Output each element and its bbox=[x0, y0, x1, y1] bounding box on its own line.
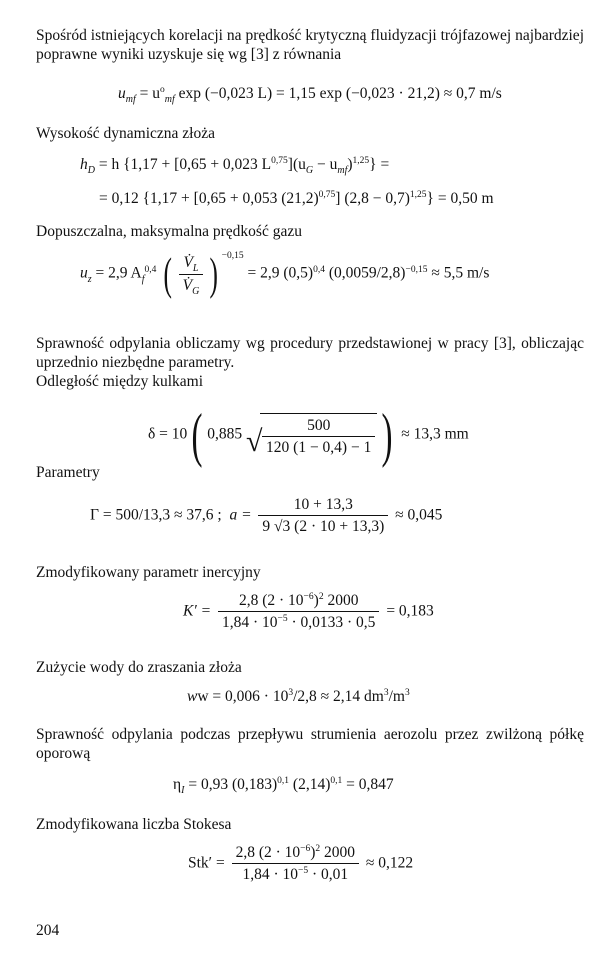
eq5-fraction bbox=[258, 495, 388, 537]
eq3-rhs-c: ≈ 5,5 m/s bbox=[427, 264, 490, 282]
paragraph-dedusting-efficiency: Sprawność odpylania podczas przepływu strumienia aerozolu przez zwilżoną półkę oporową bbox=[36, 726, 584, 763]
eq3-den-sub: G bbox=[192, 285, 200, 297]
paragraph-water-consumption: Zużycie wody do zraszania złoża bbox=[36, 659, 242, 676]
eq4-sqrt bbox=[246, 413, 377, 458]
eq6-den-a: 1,84 · 10 bbox=[221, 614, 278, 632]
eq4-lhs: δ = 10 bbox=[148, 425, 188, 443]
eq9-den-b: · 0,01 bbox=[308, 866, 349, 884]
paragraph-parameters: Parametry bbox=[36, 464, 100, 481]
eq4-num: 500 bbox=[262, 416, 375, 437]
paragraph-intro: Spośród istniejących korelacji na prędkość krytyczną fluidyzacji trójfazowej najbardziej poprawne wyniki uzyskuje się wg [3] z równania bbox=[36, 27, 584, 64]
eq9-den-sup: −5 bbox=[298, 866, 309, 877]
eq6-lhs: K′ = bbox=[183, 602, 212, 620]
eq2a-lhs-sub: D bbox=[87, 165, 95, 176]
eq8-c: = 0,847 bbox=[342, 776, 394, 793]
equation-stokes-number bbox=[188, 843, 413, 885]
equation-water-consumption: ww = $0,006 \cdot 10^3/2,8 \approx 2,14$ $dm^3/m^3$ bbox=[187, 688, 410, 705]
eq3-lhs: u bbox=[80, 264, 88, 282]
eq8-b: (2,14) bbox=[289, 776, 331, 793]
eq2a-body-d: ) bbox=[347, 156, 353, 173]
equation-critical-velocity bbox=[118, 84, 502, 103]
eq9-fraction bbox=[232, 843, 359, 885]
eq3-rhs-sup2: −0,15 bbox=[405, 264, 428, 275]
eq8-lhs-sub: I bbox=[181, 785, 185, 796]
eq7-sup3: 3 bbox=[404, 688, 410, 698]
eq8-lhs: η bbox=[173, 776, 182, 793]
equation-dedusting-efficiency bbox=[173, 775, 394, 794]
eq4-rhs: ≈ 13,3 mm bbox=[397, 425, 469, 443]
eq5-a-lhs: a = bbox=[229, 506, 252, 524]
eq5-den: 9 √3 (2 · 10 + 13,3) bbox=[262, 518, 385, 536]
eq9-num-b: ) bbox=[310, 844, 316, 861]
equation-bed-height bbox=[80, 155, 389, 174]
eq2a-body-a: = h {1,17 + [0,65 + 0,023 L bbox=[94, 156, 272, 173]
eq3-coef-sub: f bbox=[141, 273, 145, 285]
eq5-left: Γ = 500/13,3 ≈ 37,6 ; bbox=[90, 506, 222, 524]
eq9-num-c: 2000 bbox=[320, 844, 356, 861]
eq1-mid-sub: mf bbox=[164, 94, 175, 105]
eq2a-body-e: } = bbox=[369, 156, 390, 173]
eq2a-sub-mf: mf bbox=[337, 165, 348, 176]
eq2a-sup2: 1,25 bbox=[352, 156, 370, 166]
eq3-left-paren: ( bbox=[163, 248, 173, 299]
eq6-num-a: 2,8 (2 · 10 bbox=[238, 592, 304, 609]
eq9-den-a: 1,84 · 10 bbox=[242, 866, 298, 884]
eq6-den-sup: −5 bbox=[277, 614, 288, 625]
eq6-fraction bbox=[218, 591, 379, 633]
eq3-right-paren: ) bbox=[209, 248, 219, 299]
eq2a-body-b: ](u bbox=[287, 156, 306, 173]
eq6-num-sup2: 2 bbox=[318, 592, 324, 602]
eq4-left-paren: ( bbox=[191, 402, 203, 468]
eq7-sup2: 3 bbox=[383, 688, 389, 698]
eq3-coef-sup: 0,4 bbox=[144, 264, 157, 275]
eq1-mid-a: = u bbox=[135, 85, 160, 102]
eq6-num-c: 2000 bbox=[323, 592, 359, 609]
eq2b-body-b: ] (2,8 − 0,7) bbox=[335, 190, 410, 207]
paragraph-efficiency-procedure: Sprawność odpylania obliczamy wg procedury przedstawionej w pracy [3], obliczając uprzednio niezbędne parametry. bbox=[36, 335, 584, 372]
equation-bed-height-result bbox=[99, 189, 494, 208]
eq6-rhs: = 0,183 bbox=[382, 602, 434, 620]
eq2b-sup2: 1,25 bbox=[409, 190, 427, 200]
eq3-num-sub: L bbox=[192, 263, 199, 275]
eq8-sup1: 0,1 bbox=[277, 776, 290, 786]
eq2b-body-c: } = 0,50 m bbox=[426, 190, 494, 207]
eq3-lhs-sub: z bbox=[87, 273, 92, 285]
eq5-rhs: ≈ 0,045 bbox=[391, 506, 443, 524]
eq6-num-b: ) bbox=[313, 592, 319, 609]
eq6-den-b: · 0,0133 · 0,5 bbox=[287, 614, 376, 632]
eq3-num: V̇ bbox=[183, 254, 193, 272]
eq3-den: V̇ bbox=[182, 276, 193, 294]
eq8-a: = 0,93 (0,183) bbox=[184, 776, 278, 793]
eq3-rhs-b: (0,0059/2,8) bbox=[324, 264, 406, 282]
eq4-right-paren: ) bbox=[381, 402, 393, 468]
eq1-mid-b: exp (−0,023 L) = 1,15 exp (−0,023 · 21,2) ≈ 0,7 m/s bbox=[174, 85, 502, 102]
eq7-b: /2,8 ≈ 2,14 dm bbox=[293, 688, 384, 705]
eq9-num-sup2: 2 bbox=[315, 844, 321, 854]
eq2a-sup1: 0,75 bbox=[271, 156, 288, 166]
eq4-radical: √ bbox=[246, 425, 263, 459]
paragraph-stokes-number: Zmodyfikowana liczba Stokesa bbox=[36, 816, 232, 833]
paragraph-bed-height: Wysokość dynamiczna złoża bbox=[36, 125, 215, 142]
equation-parameters bbox=[90, 495, 442, 537]
page-number: 204 bbox=[36, 922, 60, 939]
eq2a-body-c: − u bbox=[313, 156, 338, 173]
eq8-sup2: 0,1 bbox=[330, 776, 343, 786]
paragraph-max-gas-velocity: Dopuszczalna, maksymalna prędkość gazu bbox=[36, 223, 302, 240]
eq7-c: /m bbox=[388, 688, 405, 705]
equation-inertial-parameter bbox=[183, 591, 434, 633]
eq5-num: 10 + 13,3 bbox=[258, 495, 388, 516]
eq2a-lhs: h bbox=[80, 156, 88, 173]
eq3-rhs-sup1: 0,4 bbox=[313, 264, 325, 275]
eq3-coef: = 2,9 A bbox=[91, 264, 142, 282]
equation-ball-distance bbox=[148, 402, 469, 468]
eq3-rhs-a: = 2,9 (0,5) bbox=[243, 264, 314, 282]
eq4-den: 120 (1 − 0,4) − 1 bbox=[266, 439, 372, 456]
eq9-num-a: 2,8 (2 · 10 bbox=[235, 844, 301, 861]
paragraph-inertial-parameter: Zmodyfikowany parametr inercyjny bbox=[36, 564, 261, 581]
eq1-lhs-sub: mf bbox=[125, 94, 136, 105]
eq9-num-sup1: −6 bbox=[300, 844, 311, 854]
eq9-rhs: ≈ 0,122 bbox=[362, 854, 414, 872]
eq4-inner: 0,885 bbox=[207, 425, 243, 443]
eq2b-sup1: 0,75 bbox=[318, 190, 336, 200]
eq6-num-sup1: −6 bbox=[303, 592, 314, 602]
equation-max-gas-velocity bbox=[80, 248, 490, 299]
eq7-a: w = 0,006 · 10 bbox=[197, 688, 289, 705]
eq1-lhs: u bbox=[118, 85, 126, 102]
eq2b-body-a: = 0,12 {1,17 + [0,65 + 0,053 (21,2) bbox=[99, 190, 319, 207]
paragraph-ball-distance: Odległość między kulkami bbox=[36, 373, 204, 390]
eq7-sup1: 3 bbox=[288, 688, 294, 698]
eq2a-sub-g: G bbox=[305, 165, 314, 176]
eq3-fraction bbox=[179, 253, 204, 295]
eq9-lhs: Stk′ = bbox=[188, 854, 225, 872]
eq3-outer-sup: −0,15 bbox=[221, 250, 244, 261]
eq1-mid-sup: o bbox=[160, 85, 165, 95]
